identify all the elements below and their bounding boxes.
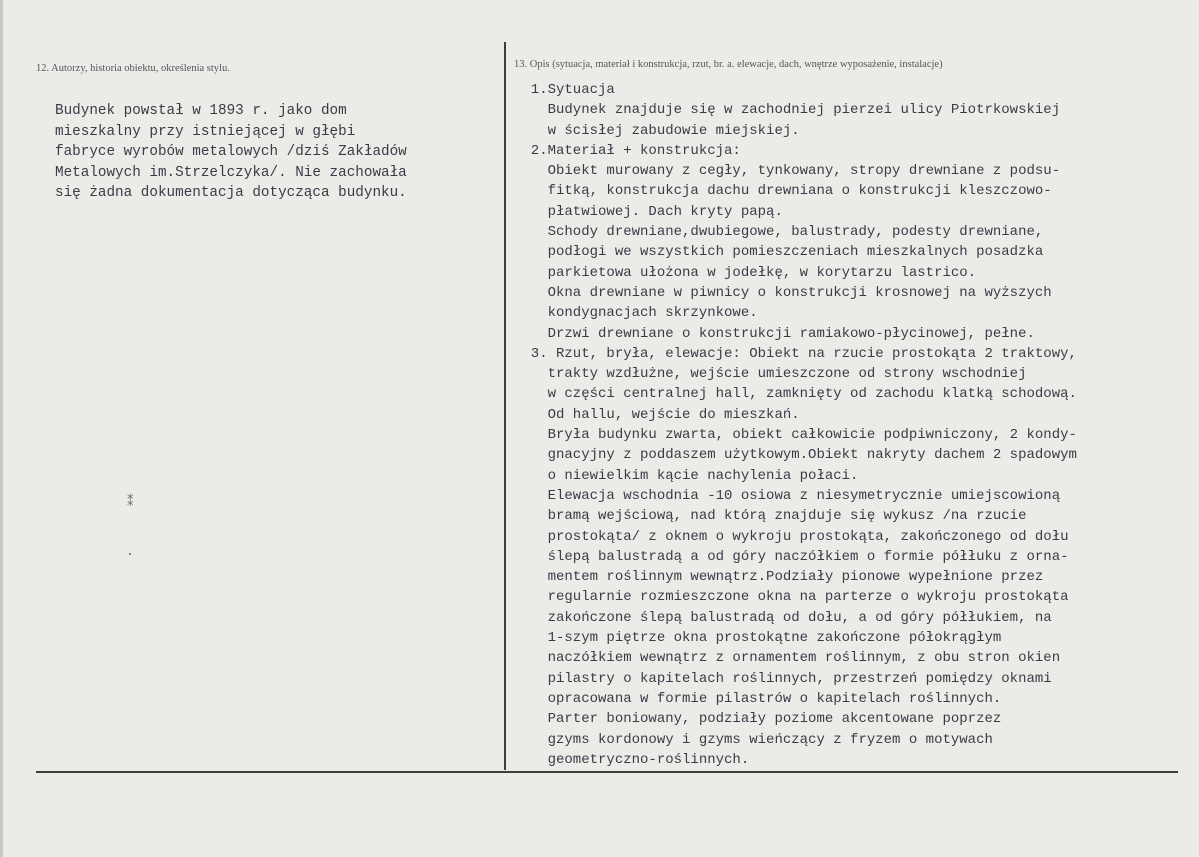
- text-line: 1-szym piętrze okna prostokątne zakończone półokrągłym: [514, 630, 1002, 647]
- text-line: mieszkalny przy istniejącej w głębi: [55, 123, 356, 140]
- text-line: kondygnacjach skrzynkowe.: [514, 305, 758, 322]
- text-line: Budynek powstał w 1893 r. jako dom: [55, 103, 347, 119]
- text-line: podłogi we wszystkich pomieszczeniach mieszkalnych posadzka: [514, 244, 1044, 261]
- text-line: zakończone ślepą balustradą od dołu, a od góry półłukiem, na: [514, 609, 1052, 626]
- text-line: 2.Materiał + konstrukcja:: [514, 142, 741, 159]
- paper-speck: [129, 553, 131, 555]
- text-line: Od hallu, wejście do mieszkań.: [514, 406, 800, 423]
- text-line: naczółkiem wewnątrz z ornamentem roślinnym, z obu stron okien: [514, 650, 1061, 667]
- text-line: Obiekt murowany z cegły, tynkowany, stropy drewniane z podsu-: [514, 163, 1061, 180]
- text-line: płatwiowej. Dach kryty papą.: [514, 203, 783, 220]
- text-line: regularnie rozmieszczone okna na parterze o wykroju prostokąta: [514, 589, 1069, 606]
- text-line: gnacyjny z poddaszem użytkowym.Obiekt nakryty dachem 2 spadowym: [514, 447, 1077, 464]
- text-line: Schody drewniane,dwubiegowe, balustrady, podesty drewniane,: [514, 224, 1044, 241]
- section-12-text: [55, 101, 407, 204]
- text-line: parkietowa ułożona w jodełkę, w korytarzu lastrico.: [514, 264, 977, 281]
- paper-mark: ⁑: [127, 495, 134, 510]
- text-line: fitką, konstrukcja dachu drewniana o konstrukcji kleszczowo-: [514, 183, 1052, 200]
- text-line: 3. Rzut, bryła, elewacje: Obiekt na rzucie prostokąta 2 traktowy,: [514, 345, 1077, 362]
- text-line: Parter boniowany, podziały poziome akcentowane poprzez: [514, 711, 1002, 728]
- text-line: Elewacja wschodnia -10 osiowa z niesymetrycznie umiejscowioną: [514, 487, 1061, 504]
- text-line: w ścisłej zabudowie miejskiej.: [514, 122, 800, 139]
- text-line: ślepą balustradą a od góry naczółkiem o formie półłuku z orna-: [514, 548, 1069, 565]
- text-line: Drzwi drewniane o konstrukcji ramiakowo-płycinowej, pełne.: [514, 325, 1035, 342]
- section-12-header: 12. Autorzy, historia obiektu, określenia stylu.: [36, 63, 230, 74]
- text-line: mentem roślinnym wewnątrz.Podziały pionowe wypełnione przez: [514, 569, 1044, 586]
- section-13-text: [514, 80, 1077, 770]
- text-line: trakty wzdłużne, wejście umieszczone od strony wschodniej: [514, 366, 1027, 383]
- text-line: o niewielkim kącie nachylenia połaci.: [514, 467, 859, 484]
- text-line: fabryce wyrobów metalowych /dziś Zakładów: [55, 144, 407, 160]
- text-line: pilastry o kapitelach roślinnych, przestrzeń pomiędzy oknami: [514, 670, 1052, 687]
- text-line: Okna drewniane w piwnicy o konstrukcji krosnowej na wyższych: [514, 284, 1052, 301]
- text-line: się żadna dokumentacja dotycząca budynku.: [55, 185, 407, 201]
- text-line: Metalowych im.Strzelczyka/. Nie zachowała: [55, 164, 407, 181]
- text-line: prostokąta/ z oknem o wykroju prostokąta, zakończonego od dołu: [514, 528, 1069, 545]
- text-line: geometryczno-roślinnych.: [514, 751, 750, 768]
- section-13-header: 13. Opis (sytuacja, materiał i konstrukcja, rzut, br. a. elewacje, dach, wnętrze wyposażenie, instalacje): [514, 59, 943, 70]
- text-line: Bryła budynku zwarta, obiekt całkowicie podpiwniczony, 2 kondy-: [514, 427, 1077, 444]
- bottom-rule: [36, 771, 1178, 773]
- text-line: w części centralnej hall, zamknięty od zachodu klatką schodową.: [514, 386, 1077, 403]
- text-line: opracowana w formie pilastrów o kapitelach roślinnych.: [514, 690, 1002, 707]
- column-divider: [504, 42, 506, 770]
- text-line: bramą wejściową, nad którą znajduje się wykusz /na rzucie: [514, 508, 1027, 525]
- text-line: 1.Sytuacja: [514, 82, 615, 98]
- text-line: gzyms kordonowy i gzyms wieńczący z fryzem o motywach: [514, 731, 993, 748]
- text-line: Budynek znajduje się w zachodniej pierzei ulicy Piotrkowskiej: [514, 102, 1061, 119]
